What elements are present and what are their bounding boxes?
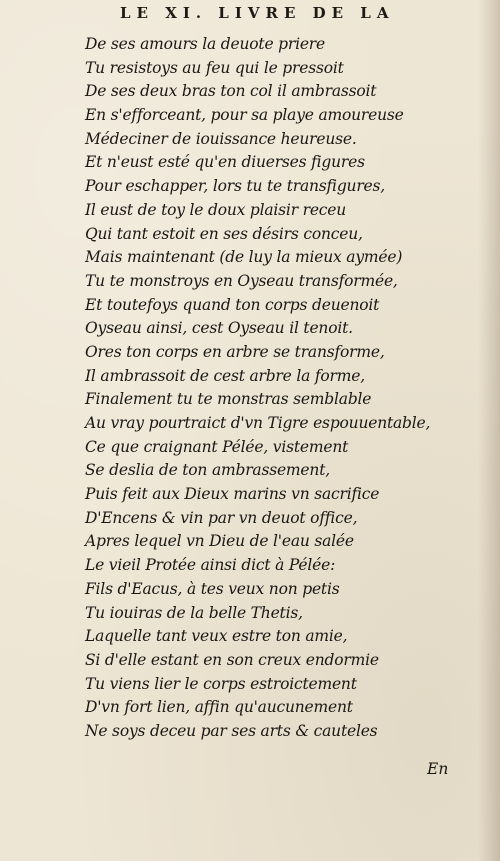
verse-line: Qui tant estoit en ses désirs conceu, <box>85 224 363 243</box>
verse-line: Puis feit aux Dieux marins vn sacrifice <box>85 485 380 504</box>
verse-line: Il eust de toy le doux plaisir receu <box>85 200 347 219</box>
verse-line: De ses deux bras ton col il ambrassoit <box>85 82 377 101</box>
verse-line: Tu resistoys au feu qui le pressoit <box>85 58 344 77</box>
verse-line: De ses amours la deuote priere <box>85 35 325 53</box>
verse-line: Ores ton corps en arbre se transforme, <box>85 342 385 361</box>
running-head: LE XI. LIVRE DE LA <box>120 4 395 22</box>
verse-line: Fils d'Eacus, à tes veux non petis <box>85 579 340 598</box>
verse-line: Mais maintenant (de luy la mieux aymée) <box>85 248 403 267</box>
verse-line: Ce que craignant Pélée, vistement <box>85 437 349 456</box>
verse-line: Ne soys deceu par ses arts & cauteles <box>85 721 378 740</box>
verse-line: Tu iouiras de la belle Thetis, <box>85 603 303 622</box>
verse-line: Il ambrassoit de cest arbre la forme, <box>85 366 365 385</box>
verse-line: Apres lequel vn Dieu de l'eau salée <box>85 532 354 551</box>
verse-line: Tu te monstroys en Oyseau transformée, <box>85 271 398 290</box>
verse-line: Au vray pourtraict d'vn Tigre espouuentable, <box>85 414 431 432</box>
verse-line: Et n'eust esté qu'en diuerses figures <box>85 153 365 172</box>
verse-line: Oyseau ainsi, cest Oyseau il tenoit. <box>85 319 353 338</box>
verse-line: Si d'elle estant en son creux endormie <box>85 650 379 669</box>
catchword: En <box>427 760 449 778</box>
verse-line: Tu viens lier le corps estroictement <box>85 674 357 693</box>
verse-line: Laquelle tant veux estre ton amie, <box>85 627 348 646</box>
verse-line: Finalement tu te monstras semblable <box>85 390 372 409</box>
verse-line: Se deslia de ton ambrassement, <box>85 461 330 480</box>
verse-line: D'Encens & vin par vn deuot office, <box>85 508 358 527</box>
verse-line: Et toutefoys quand ton corps deuenoit <box>85 295 380 314</box>
verse-line: Le vieil Protée ainsi dict à Pélée: <box>85 556 336 575</box>
verse-block <box>85 33 485 744</box>
verse-line: Pour eschapper, lors tu te transfigures, <box>85 177 385 196</box>
verse-line: En s'efforceant, pour sa playe amoureuse <box>85 106 404 125</box>
verse-line: Médeciner de iouissance heureuse. <box>85 129 357 148</box>
verse-line: D'vn fort lien, affin qu'aucunement <box>85 698 353 717</box>
